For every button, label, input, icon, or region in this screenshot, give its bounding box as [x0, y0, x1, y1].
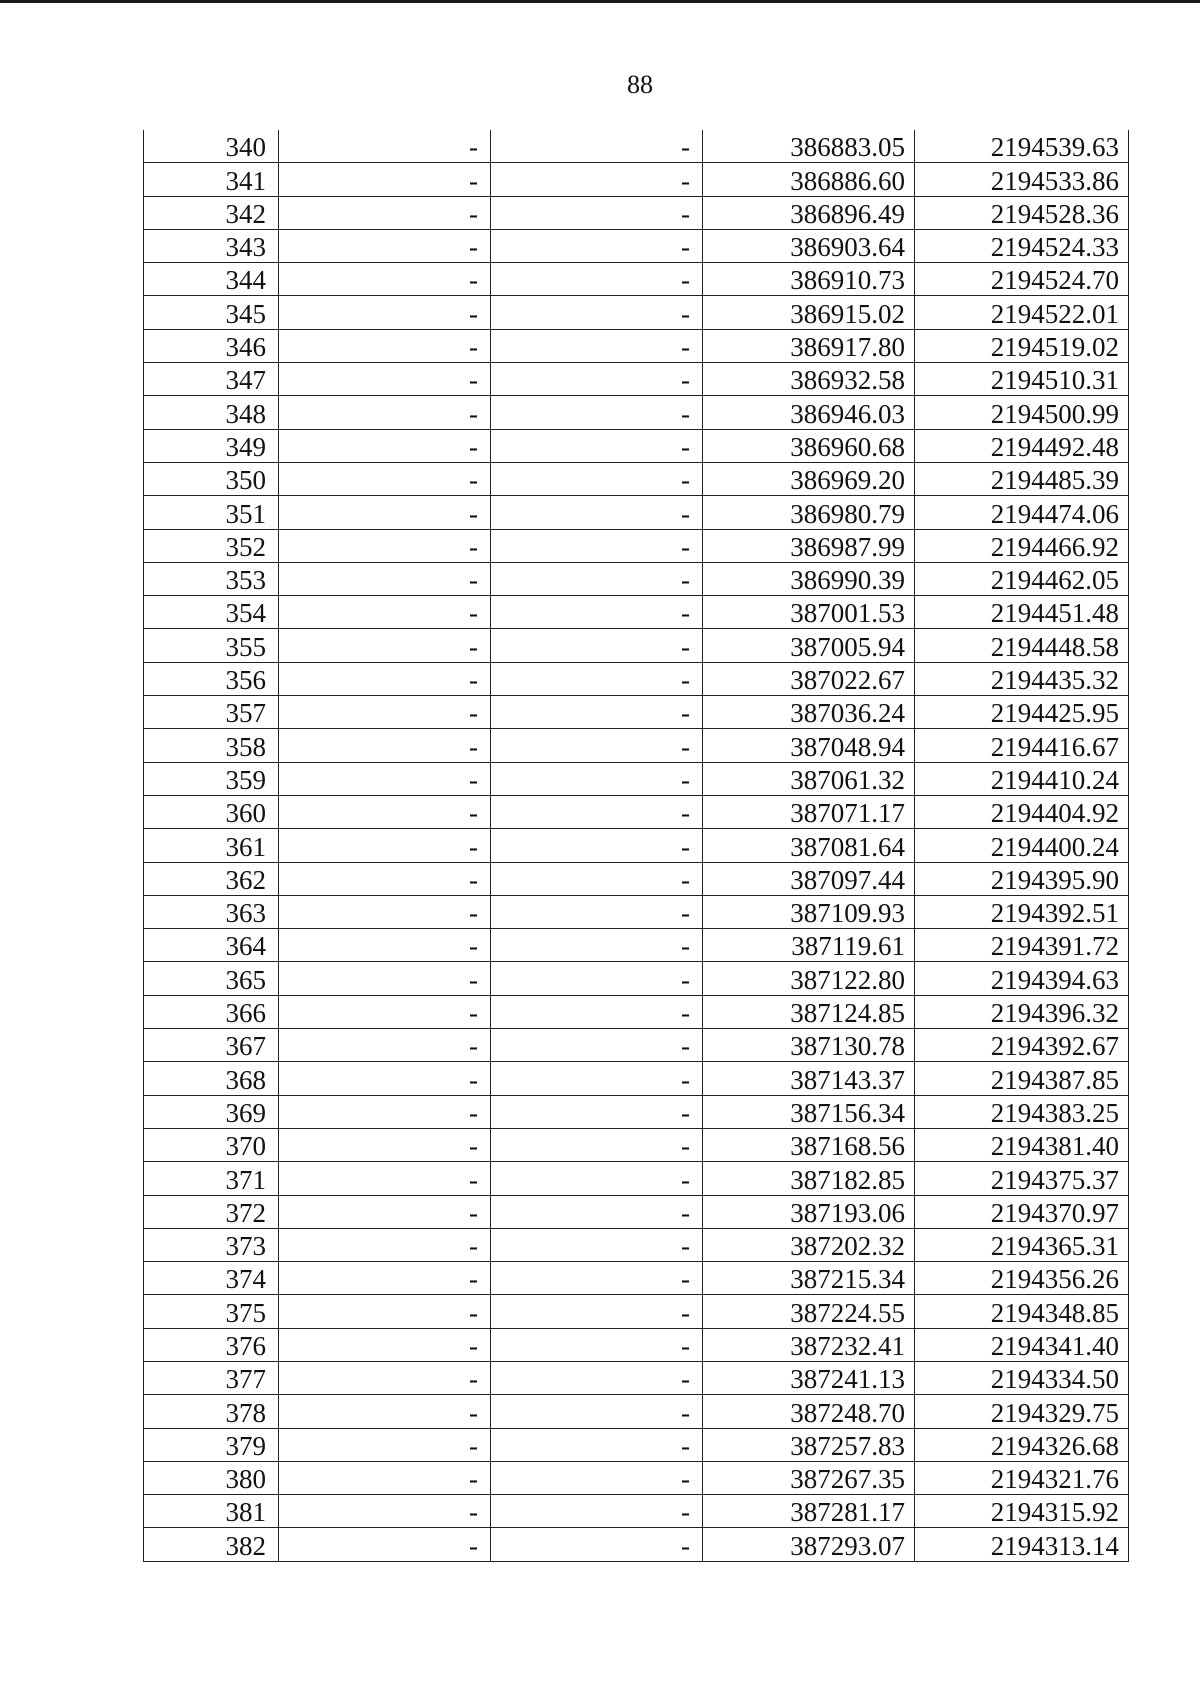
column-a-cell: -: [279, 1062, 491, 1095]
x-coordinate-cell: 387143.37: [703, 1062, 915, 1095]
column-a-cell: -: [279, 229, 491, 262]
x-coordinate-cell: 387293.07: [703, 1528, 915, 1561]
column-b-cell: -: [491, 1328, 703, 1361]
table-row: [144, 629, 1129, 662]
y-coordinate-cell: 2194533.86: [915, 163, 1129, 196]
x-coordinate-cell: 387119.61: [703, 929, 915, 962]
y-coordinate-cell: 2194383.25: [915, 1095, 1129, 1128]
column-b-cell: -: [491, 1029, 703, 1062]
coordinates-table: [143, 130, 1129, 1562]
table-row: [144, 529, 1129, 562]
column-a-cell: -: [279, 662, 491, 695]
column-a-cell: -: [279, 1228, 491, 1261]
point-number-cell: 346: [144, 329, 279, 362]
point-number-cell: 357: [144, 696, 279, 729]
point-number-cell: 355: [144, 629, 279, 662]
x-coordinate-cell: 387036.24: [703, 696, 915, 729]
table-row: [144, 263, 1129, 296]
y-coordinate-cell: 2194313.14: [915, 1528, 1129, 1561]
x-coordinate-cell: 387048.94: [703, 729, 915, 762]
x-coordinate-cell: 387248.70: [703, 1395, 915, 1428]
top-border-line: [0, 0, 1200, 3]
y-coordinate-cell: 2194396.32: [915, 995, 1129, 1028]
x-coordinate-cell: 386960.68: [703, 429, 915, 462]
y-coordinate-cell: 2194381.40: [915, 1128, 1129, 1161]
x-coordinate-cell: 386910.73: [703, 263, 915, 296]
point-number-cell: 350: [144, 462, 279, 495]
column-a-cell: -: [279, 929, 491, 962]
y-coordinate-cell: 2194348.85: [915, 1295, 1129, 1328]
point-number-cell: 353: [144, 562, 279, 595]
column-b-cell: -: [491, 1128, 703, 1161]
x-coordinate-cell: 386990.39: [703, 562, 915, 595]
y-coordinate-cell: 2194435.32: [915, 662, 1129, 695]
point-number-cell: 360: [144, 795, 279, 828]
table-row: [144, 862, 1129, 895]
x-coordinate-cell: 386980.79: [703, 496, 915, 529]
column-b-cell: -: [491, 696, 703, 729]
point-number-cell: 382: [144, 1528, 279, 1561]
table-row: [144, 1162, 1129, 1195]
table-row: [144, 829, 1129, 862]
y-coordinate-cell: 2194524.33: [915, 229, 1129, 262]
column-b-cell: -: [491, 496, 703, 529]
point-number-cell: 364: [144, 929, 279, 962]
column-b-cell: -: [491, 529, 703, 562]
y-coordinate-cell: 2194387.85: [915, 1062, 1129, 1095]
point-number-cell: 366: [144, 995, 279, 1028]
x-coordinate-cell: 387005.94: [703, 629, 915, 662]
column-a-cell: -: [279, 795, 491, 828]
column-b-cell: -: [491, 1295, 703, 1328]
y-coordinate-cell: 2194539.63: [915, 130, 1129, 163]
y-coordinate-cell: 2194416.67: [915, 729, 1129, 762]
column-b-cell: -: [491, 1095, 703, 1128]
point-number-cell: 378: [144, 1395, 279, 1428]
point-number-cell: 361: [144, 829, 279, 862]
column-b-cell: -: [491, 762, 703, 795]
x-coordinate-cell: 387281.17: [703, 1495, 915, 1528]
column-a-cell: -: [279, 296, 491, 329]
column-b-cell: -: [491, 1162, 703, 1195]
point-number-cell: 351: [144, 496, 279, 529]
column-a-cell: -: [279, 1295, 491, 1328]
column-a-cell: -: [279, 596, 491, 629]
table-row: [144, 696, 1129, 729]
y-coordinate-cell: 2194466.92: [915, 529, 1129, 562]
column-a-cell: -: [279, 1461, 491, 1494]
point-number-cell: 375: [144, 1295, 279, 1328]
table-row: [144, 895, 1129, 928]
point-number-cell: 368: [144, 1062, 279, 1095]
column-b-cell: -: [491, 1062, 703, 1095]
y-coordinate-cell: 2194375.37: [915, 1162, 1129, 1195]
point-number-cell: 367: [144, 1029, 279, 1062]
table-row: [144, 1428, 1129, 1461]
y-coordinate-cell: 2194329.75: [915, 1395, 1129, 1428]
column-a-cell: -: [279, 1195, 491, 1228]
column-b-cell: -: [491, 229, 703, 262]
column-b-cell: -: [491, 995, 703, 1028]
column-b-cell: -: [491, 1262, 703, 1295]
y-coordinate-cell: 2194528.36: [915, 196, 1129, 229]
column-a-cell: -: [279, 263, 491, 296]
y-coordinate-cell: 2194500.99: [915, 396, 1129, 429]
column-b-cell: -: [491, 1461, 703, 1494]
column-b-cell: -: [491, 296, 703, 329]
x-coordinate-cell: 387193.06: [703, 1195, 915, 1228]
table-row: [144, 1128, 1129, 1161]
column-a-cell: -: [279, 429, 491, 462]
x-coordinate-cell: 387001.53: [703, 596, 915, 629]
x-coordinate-cell: 387202.32: [703, 1228, 915, 1261]
column-a-cell: -: [279, 962, 491, 995]
table-row: [144, 762, 1129, 795]
x-coordinate-cell: 387232.41: [703, 1328, 915, 1361]
y-coordinate-cell: 2194404.92: [915, 795, 1129, 828]
y-coordinate-cell: 2194524.70: [915, 263, 1129, 296]
column-a-cell: -: [279, 363, 491, 396]
point-number-cell: 358: [144, 729, 279, 762]
column-b-cell: -: [491, 196, 703, 229]
point-number-cell: 354: [144, 596, 279, 629]
y-coordinate-cell: 2194321.76: [915, 1461, 1129, 1494]
column-b-cell: -: [491, 163, 703, 196]
table-row: [144, 729, 1129, 762]
y-coordinate-cell: 2194370.97: [915, 1195, 1129, 1228]
column-a-cell: -: [279, 1528, 491, 1561]
column-a-cell: -: [279, 1495, 491, 1528]
point-number-cell: 344: [144, 263, 279, 296]
y-coordinate-cell: 2194356.26: [915, 1262, 1129, 1295]
column-a-cell: -: [279, 196, 491, 229]
column-b-cell: -: [491, 263, 703, 296]
column-a-cell: -: [279, 1361, 491, 1394]
point-number-cell: 356: [144, 662, 279, 695]
column-b-cell: -: [491, 829, 703, 862]
table-row: [144, 496, 1129, 529]
table-row: [144, 795, 1129, 828]
column-a-cell: -: [279, 1128, 491, 1161]
x-coordinate-cell: 386932.58: [703, 363, 915, 396]
column-b-cell: -: [491, 130, 703, 163]
point-number-cell: 363: [144, 895, 279, 928]
table-row: [144, 962, 1129, 995]
point-number-cell: 372: [144, 1195, 279, 1228]
table-row: [144, 1328, 1129, 1361]
point-number-cell: 381: [144, 1495, 279, 1528]
y-coordinate-cell: 2194400.24: [915, 829, 1129, 862]
column-a-cell: -: [279, 729, 491, 762]
column-a-cell: -: [279, 1328, 491, 1361]
column-a-cell: -: [279, 329, 491, 362]
column-a-cell: -: [279, 163, 491, 196]
column-b-cell: -: [491, 462, 703, 495]
column-b-cell: -: [491, 596, 703, 629]
column-b-cell: -: [491, 1195, 703, 1228]
page-number: 88: [627, 70, 653, 99]
point-number-cell: 349: [144, 429, 279, 462]
column-a-cell: -: [279, 1162, 491, 1195]
y-coordinate-cell: 2194519.02: [915, 329, 1129, 362]
x-coordinate-cell: 387124.85: [703, 995, 915, 1028]
column-a-cell: -: [279, 130, 491, 163]
x-coordinate-cell: 387071.17: [703, 795, 915, 828]
column-b-cell: -: [491, 962, 703, 995]
table-row: [144, 1095, 1129, 1128]
table-row: [144, 1295, 1129, 1328]
y-coordinate-cell: 2194462.05: [915, 562, 1129, 595]
y-coordinate-cell: 2194326.68: [915, 1428, 1129, 1461]
y-coordinate-cell: 2194391.72: [915, 929, 1129, 962]
table-row: [144, 929, 1129, 962]
table-row: [144, 1062, 1129, 1095]
x-coordinate-cell: 386969.20: [703, 462, 915, 495]
point-number-cell: 379: [144, 1428, 279, 1461]
x-coordinate-cell: 387022.67: [703, 662, 915, 695]
column-a-cell: -: [279, 462, 491, 495]
x-coordinate-cell: 386903.64: [703, 229, 915, 262]
y-coordinate-cell: 2194395.90: [915, 862, 1129, 895]
y-coordinate-cell: 2194394.63: [915, 962, 1129, 995]
point-number-cell: 370: [144, 1128, 279, 1161]
x-coordinate-cell: 387081.64: [703, 829, 915, 862]
table-row: [144, 1262, 1129, 1295]
column-b-cell: -: [491, 729, 703, 762]
point-number-cell: 377: [144, 1361, 279, 1394]
column-a-cell: -: [279, 762, 491, 795]
column-a-cell: -: [279, 1428, 491, 1461]
x-coordinate-cell: 386915.02: [703, 296, 915, 329]
x-coordinate-cell: 387168.56: [703, 1128, 915, 1161]
y-coordinate-cell: 2194334.50: [915, 1361, 1129, 1394]
x-coordinate-cell: 387215.34: [703, 1262, 915, 1295]
x-coordinate-cell: 386946.03: [703, 396, 915, 429]
column-b-cell: -: [491, 1361, 703, 1394]
table-row: [144, 562, 1129, 595]
x-coordinate-cell: 387241.13: [703, 1361, 915, 1394]
x-coordinate-cell: 386883.05: [703, 130, 915, 163]
column-a-cell: -: [279, 562, 491, 595]
column-b-cell: -: [491, 795, 703, 828]
table-row: [144, 329, 1129, 362]
table-row: [144, 196, 1129, 229]
y-coordinate-cell: 2194492.48: [915, 429, 1129, 462]
x-coordinate-cell: 387122.80: [703, 962, 915, 995]
point-number-cell: 352: [144, 529, 279, 562]
column-b-cell: -: [491, 1228, 703, 1261]
column-b-cell: -: [491, 895, 703, 928]
point-number-cell: 347: [144, 363, 279, 396]
y-coordinate-cell: 2194425.95: [915, 696, 1129, 729]
column-a-cell: -: [279, 396, 491, 429]
y-coordinate-cell: 2194485.39: [915, 462, 1129, 495]
y-coordinate-cell: 2194365.31: [915, 1228, 1129, 1261]
point-number-cell: 342: [144, 196, 279, 229]
table-row: [144, 662, 1129, 695]
x-coordinate-cell: 386987.99: [703, 529, 915, 562]
x-coordinate-cell: 387182.85: [703, 1162, 915, 1195]
column-a-cell: -: [279, 696, 491, 729]
x-coordinate-cell: 386896.49: [703, 196, 915, 229]
x-coordinate-cell: 387130.78: [703, 1029, 915, 1062]
column-b-cell: -: [491, 629, 703, 662]
x-coordinate-cell: 387224.55: [703, 1295, 915, 1328]
table-row: [144, 995, 1129, 1028]
y-coordinate-cell: 2194315.92: [915, 1495, 1129, 1528]
column-b-cell: -: [491, 862, 703, 895]
x-coordinate-cell: 387097.44: [703, 862, 915, 895]
y-coordinate-cell: 2194341.40: [915, 1328, 1129, 1361]
table-row: [144, 429, 1129, 462]
point-number-cell: 341: [144, 163, 279, 196]
table-row: [144, 1228, 1129, 1261]
y-coordinate-cell: 2194392.67: [915, 1029, 1129, 1062]
column-b-cell: -: [491, 429, 703, 462]
x-coordinate-cell: 387109.93: [703, 895, 915, 928]
table-row: [144, 1495, 1129, 1528]
point-number-cell: 371: [144, 1162, 279, 1195]
table-row: [144, 163, 1129, 196]
column-b-cell: -: [491, 662, 703, 695]
point-number-cell: 343: [144, 229, 279, 262]
column-a-cell: -: [279, 829, 491, 862]
column-b-cell: -: [491, 562, 703, 595]
table-row: [144, 596, 1129, 629]
column-b-cell: -: [491, 1428, 703, 1461]
table-row: [144, 396, 1129, 429]
point-number-cell: 340: [144, 130, 279, 163]
table-row: [144, 363, 1129, 396]
table-row: [144, 1461, 1129, 1494]
point-number-cell: 376: [144, 1328, 279, 1361]
x-coordinate-cell: 387156.34: [703, 1095, 915, 1128]
column-b-cell: -: [491, 329, 703, 362]
column-a-cell: -: [279, 1095, 491, 1128]
column-a-cell: -: [279, 529, 491, 562]
column-b-cell: -: [491, 1495, 703, 1528]
y-coordinate-cell: 2194522.01: [915, 296, 1129, 329]
point-number-cell: 373: [144, 1228, 279, 1261]
column-a-cell: -: [279, 1262, 491, 1295]
column-a-cell: -: [279, 1395, 491, 1428]
point-number-cell: 374: [144, 1262, 279, 1295]
y-coordinate-cell: 2194474.06: [915, 496, 1129, 529]
table-row: [144, 1361, 1129, 1394]
x-coordinate-cell: 386886.60: [703, 163, 915, 196]
point-number-cell: 345: [144, 296, 279, 329]
table-row: [144, 296, 1129, 329]
x-coordinate-cell: 387257.83: [703, 1428, 915, 1461]
y-coordinate-cell: 2194451.48: [915, 596, 1129, 629]
column-a-cell: -: [279, 895, 491, 928]
table-row: [144, 229, 1129, 262]
column-a-cell: -: [279, 1029, 491, 1062]
point-number-cell: 380: [144, 1461, 279, 1494]
x-coordinate-cell: 387267.35: [703, 1461, 915, 1494]
table-row: [144, 1528, 1129, 1561]
column-b-cell: -: [491, 929, 703, 962]
table-row: [144, 130, 1129, 163]
point-number-cell: 348: [144, 396, 279, 429]
y-coordinate-cell: 2194448.58: [915, 629, 1129, 662]
point-number-cell: 359: [144, 762, 279, 795]
point-number-cell: 365: [144, 962, 279, 995]
table-row: [144, 1029, 1129, 1062]
table-row: [144, 1195, 1129, 1228]
column-b-cell: -: [491, 396, 703, 429]
column-b-cell: -: [491, 1528, 703, 1561]
column-a-cell: -: [279, 995, 491, 1028]
y-coordinate-cell: 2194392.51: [915, 895, 1129, 928]
x-coordinate-cell: 386917.80: [703, 329, 915, 362]
column-a-cell: -: [279, 629, 491, 662]
coordinates-table-body: [144, 130, 1129, 1561]
column-b-cell: -: [491, 363, 703, 396]
x-coordinate-cell: 387061.32: [703, 762, 915, 795]
table-row: [144, 462, 1129, 495]
table-row: [144, 1395, 1129, 1428]
point-number-cell: 369: [144, 1095, 279, 1128]
column-b-cell: -: [491, 1395, 703, 1428]
y-coordinate-cell: 2194410.24: [915, 762, 1129, 795]
column-a-cell: -: [279, 496, 491, 529]
point-number-cell: 362: [144, 862, 279, 895]
column-a-cell: -: [279, 862, 491, 895]
y-coordinate-cell: 2194510.31: [915, 363, 1129, 396]
